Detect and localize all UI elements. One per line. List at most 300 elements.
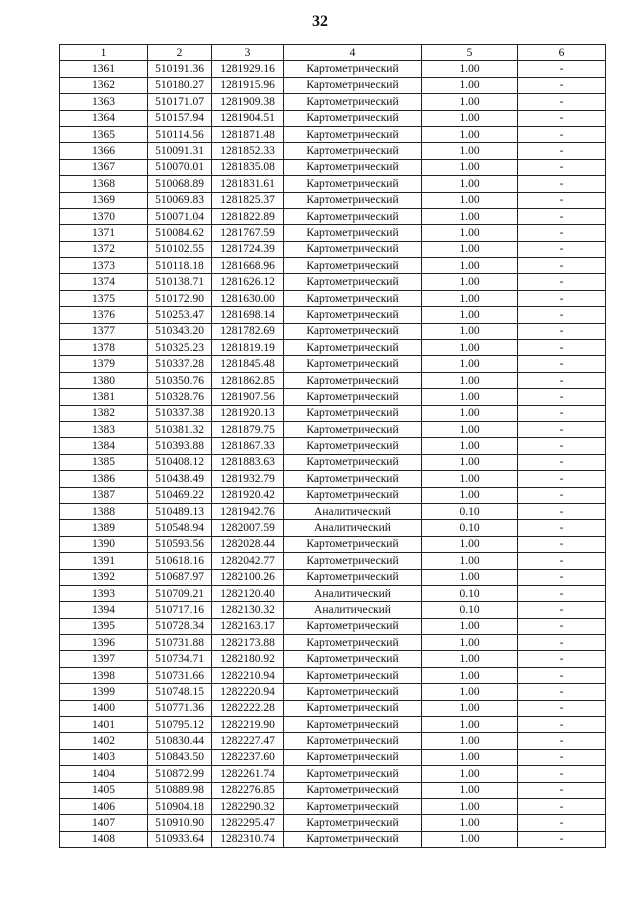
cell-x: 510728.34 bbox=[148, 618, 212, 634]
cell-point-number: 1361 bbox=[60, 61, 148, 77]
cell-description: - bbox=[518, 159, 606, 175]
cell-x: 510709.21 bbox=[148, 585, 212, 601]
cell-x: 510618.16 bbox=[148, 553, 212, 569]
cell-point-number: 1380 bbox=[60, 372, 148, 388]
table-row bbox=[60, 405, 606, 421]
cell-y: 1281698.14 bbox=[212, 307, 284, 323]
cell-accuracy: 1.00 bbox=[422, 667, 518, 683]
cell-point-number: 1381 bbox=[60, 389, 148, 405]
cell-description: - bbox=[518, 225, 606, 241]
cell-x: 510070.01 bbox=[148, 159, 212, 175]
cell-method: Картометрический bbox=[284, 831, 422, 847]
cell-method: Картометрический bbox=[284, 290, 422, 306]
cell-y: 1281852.33 bbox=[212, 143, 284, 159]
cell-point-number: 1401 bbox=[60, 717, 148, 733]
table-row bbox=[60, 61, 606, 77]
cell-x: 510118.18 bbox=[148, 258, 212, 274]
cell-y: 1281782.69 bbox=[212, 323, 284, 339]
cell-method: Картометрический bbox=[284, 454, 422, 470]
cell-description: - bbox=[518, 766, 606, 782]
cell-description: - bbox=[518, 94, 606, 110]
cell-point-number: 1388 bbox=[60, 503, 148, 519]
cell-point-number: 1378 bbox=[60, 340, 148, 356]
cell-method: Картометрический bbox=[284, 766, 422, 782]
table-row bbox=[60, 700, 606, 716]
cell-accuracy: 1.00 bbox=[422, 192, 518, 208]
cell-description: - bbox=[518, 389, 606, 405]
cell-point-number: 1390 bbox=[60, 536, 148, 552]
table-row bbox=[60, 258, 606, 274]
cell-method: Картометрический bbox=[284, 782, 422, 798]
cell-y: 1282130.32 bbox=[212, 602, 284, 618]
cell-description: - bbox=[518, 421, 606, 437]
cell-point-number: 1407 bbox=[60, 815, 148, 831]
table-row bbox=[60, 553, 606, 569]
table-row bbox=[60, 225, 606, 241]
cell-point-number: 1396 bbox=[60, 635, 148, 651]
cell-point-number: 1370 bbox=[60, 208, 148, 224]
cell-method: Картометрический bbox=[284, 700, 422, 716]
table-row bbox=[60, 503, 606, 519]
cell-x: 510091.31 bbox=[148, 143, 212, 159]
cell-description: - bbox=[518, 536, 606, 552]
cell-accuracy: 1.00 bbox=[422, 438, 518, 454]
cell-point-number: 1397 bbox=[60, 651, 148, 667]
cell-y: 1281668.96 bbox=[212, 258, 284, 274]
cell-description: - bbox=[518, 323, 606, 339]
cell-description: - bbox=[518, 651, 606, 667]
cell-y: 1281724.39 bbox=[212, 241, 284, 257]
cell-method: Картометрический bbox=[284, 340, 422, 356]
cell-point-number: 1377 bbox=[60, 323, 148, 339]
cell-x: 510872.99 bbox=[148, 766, 212, 782]
cell-description: - bbox=[518, 749, 606, 765]
cell-method: Картометрический bbox=[284, 143, 422, 159]
table-row bbox=[60, 749, 606, 765]
cell-description: - bbox=[518, 635, 606, 651]
table-row bbox=[60, 766, 606, 782]
cell-description: - bbox=[518, 340, 606, 356]
cell-point-number: 1371 bbox=[60, 225, 148, 241]
cell-y: 1281907.56 bbox=[212, 389, 284, 405]
table-row bbox=[60, 372, 606, 388]
cell-point-number: 1391 bbox=[60, 553, 148, 569]
cell-description: - bbox=[518, 553, 606, 569]
cell-description: - bbox=[518, 77, 606, 93]
cell-method: Картометрический bbox=[284, 405, 422, 421]
table-row bbox=[60, 323, 606, 339]
cell-method: Картометрический bbox=[284, 733, 422, 749]
column-header-x: 2 bbox=[148, 45, 212, 61]
table-row bbox=[60, 635, 606, 651]
cell-point-number: 1387 bbox=[60, 487, 148, 503]
cell-y: 1281942.76 bbox=[212, 503, 284, 519]
cell-point-number: 1393 bbox=[60, 585, 148, 601]
cell-y: 1281626.12 bbox=[212, 274, 284, 290]
cell-x: 510889.98 bbox=[148, 782, 212, 798]
cell-x: 510180.27 bbox=[148, 77, 212, 93]
cell-method: Картометрический bbox=[284, 536, 422, 552]
cell-x: 510337.38 bbox=[148, 405, 212, 421]
cell-accuracy: 1.00 bbox=[422, 110, 518, 126]
cell-x: 510157.94 bbox=[148, 110, 212, 126]
cell-y: 1282100.26 bbox=[212, 569, 284, 585]
cell-accuracy: 1.00 bbox=[422, 421, 518, 437]
cell-y: 1281825.37 bbox=[212, 192, 284, 208]
cell-y: 1281819.19 bbox=[212, 340, 284, 356]
table-row bbox=[60, 94, 606, 110]
cell-description: - bbox=[518, 471, 606, 487]
cell-y: 1281871.48 bbox=[212, 126, 284, 142]
cell-y: 1281879.75 bbox=[212, 421, 284, 437]
table-row bbox=[60, 487, 606, 503]
cell-x: 510191.36 bbox=[148, 61, 212, 77]
cell-point-number: 1400 bbox=[60, 700, 148, 716]
cell-method: Аналитический bbox=[284, 585, 422, 601]
cell-y: 1282261.74 bbox=[212, 766, 284, 782]
column-header-point-number: 1 bbox=[60, 45, 148, 61]
cell-y: 1282237.60 bbox=[212, 749, 284, 765]
cell-accuracy: 1.00 bbox=[422, 487, 518, 503]
cell-method: Картометрический bbox=[284, 94, 422, 110]
cell-point-number: 1395 bbox=[60, 618, 148, 634]
table-row bbox=[60, 717, 606, 733]
cell-y: 1282007.59 bbox=[212, 520, 284, 536]
cell-method: Картометрический bbox=[284, 651, 422, 667]
cell-x: 510069.83 bbox=[148, 192, 212, 208]
cell-accuracy: 1.00 bbox=[422, 372, 518, 388]
cell-method: Картометрический bbox=[284, 61, 422, 77]
cell-point-number: 1379 bbox=[60, 356, 148, 372]
cell-accuracy: 1.00 bbox=[422, 61, 518, 77]
cell-method: Картометрический bbox=[284, 717, 422, 733]
cell-x: 510731.88 bbox=[148, 635, 212, 651]
table-row bbox=[60, 77, 606, 93]
cell-x: 510469.22 bbox=[148, 487, 212, 503]
cell-description: - bbox=[518, 258, 606, 274]
cell-y: 1282222.28 bbox=[212, 700, 284, 716]
table-row bbox=[60, 307, 606, 323]
cell-method: Картометрический bbox=[284, 176, 422, 192]
cell-description: - bbox=[518, 585, 606, 601]
cell-y: 1281835.08 bbox=[212, 159, 284, 175]
cell-x: 510717.16 bbox=[148, 602, 212, 618]
cell-description: - bbox=[518, 176, 606, 192]
table-row bbox=[60, 684, 606, 700]
table-row bbox=[60, 798, 606, 814]
cell-point-number: 1403 bbox=[60, 749, 148, 765]
cell-point-number: 1406 bbox=[60, 798, 148, 814]
table-row bbox=[60, 143, 606, 159]
cell-y: 1282180.92 bbox=[212, 651, 284, 667]
cell-description: - bbox=[518, 290, 606, 306]
cell-point-number: 1386 bbox=[60, 471, 148, 487]
cell-accuracy: 1.00 bbox=[422, 389, 518, 405]
cell-accuracy: 1.00 bbox=[422, 307, 518, 323]
cell-point-number: 1375 bbox=[60, 290, 148, 306]
cell-point-number: 1398 bbox=[60, 667, 148, 683]
cell-y: 1281920.42 bbox=[212, 487, 284, 503]
cell-description: - bbox=[518, 405, 606, 421]
cell-description: - bbox=[518, 831, 606, 847]
cell-accuracy: 0.10 bbox=[422, 585, 518, 601]
cell-x: 510687.97 bbox=[148, 569, 212, 585]
table-row bbox=[60, 651, 606, 667]
table-row bbox=[60, 356, 606, 372]
cell-y: 1282220.94 bbox=[212, 684, 284, 700]
cell-description: - bbox=[518, 667, 606, 683]
cell-x: 510171.07 bbox=[148, 94, 212, 110]
cell-x: 510328.76 bbox=[148, 389, 212, 405]
cell-method: Картометрический bbox=[284, 798, 422, 814]
cell-method: Аналитический bbox=[284, 503, 422, 519]
cell-description: - bbox=[518, 454, 606, 470]
cell-method: Картометрический bbox=[284, 258, 422, 274]
cell-point-number: 1362 bbox=[60, 77, 148, 93]
cell-x: 510904.18 bbox=[148, 798, 212, 814]
table-row bbox=[60, 667, 606, 683]
cell-x: 510731.66 bbox=[148, 667, 212, 683]
coordinates-table bbox=[59, 44, 606, 848]
cell-description: - bbox=[518, 126, 606, 142]
cell-accuracy: 1.00 bbox=[422, 225, 518, 241]
cell-y: 1281630.00 bbox=[212, 290, 284, 306]
cell-y: 1281845.48 bbox=[212, 356, 284, 372]
cell-accuracy: 1.00 bbox=[422, 208, 518, 224]
cell-accuracy: 1.00 bbox=[422, 815, 518, 831]
table-row bbox=[60, 536, 606, 552]
cell-y: 1281831.61 bbox=[212, 176, 284, 192]
cell-method: Картометрический bbox=[284, 225, 422, 241]
table-row bbox=[60, 831, 606, 847]
table-row bbox=[60, 110, 606, 126]
cell-x: 510068.89 bbox=[148, 176, 212, 192]
table-row bbox=[60, 421, 606, 437]
table-row bbox=[60, 159, 606, 175]
cell-method: Картометрический bbox=[284, 749, 422, 765]
cell-method: Картометрический bbox=[284, 77, 422, 93]
cell-accuracy: 1.00 bbox=[422, 766, 518, 782]
cell-point-number: 1382 bbox=[60, 405, 148, 421]
table-body bbox=[60, 61, 606, 848]
cell-x: 510830.44 bbox=[148, 733, 212, 749]
cell-y: 1282219.90 bbox=[212, 717, 284, 733]
cell-point-number: 1394 bbox=[60, 602, 148, 618]
cell-accuracy: 1.00 bbox=[422, 798, 518, 814]
cell-accuracy: 1.00 bbox=[422, 258, 518, 274]
cell-accuracy: 1.00 bbox=[422, 454, 518, 470]
cell-y: 1282310.74 bbox=[212, 831, 284, 847]
cell-y: 1282120.40 bbox=[212, 585, 284, 601]
cell-y: 1281904.51 bbox=[212, 110, 284, 126]
cell-method: Картометрический bbox=[284, 110, 422, 126]
cell-method: Картометрический bbox=[284, 635, 422, 651]
cell-accuracy: 1.00 bbox=[422, 176, 518, 192]
cell-description: - bbox=[518, 520, 606, 536]
cell-description: - bbox=[518, 192, 606, 208]
cell-y: 1281867.33 bbox=[212, 438, 284, 454]
table-row bbox=[60, 241, 606, 257]
cell-description: - bbox=[518, 143, 606, 159]
cell-point-number: 1374 bbox=[60, 274, 148, 290]
cell-accuracy: 1.00 bbox=[422, 749, 518, 765]
cell-description: - bbox=[518, 110, 606, 126]
cell-x: 510593.56 bbox=[148, 536, 212, 552]
table-row bbox=[60, 602, 606, 618]
cell-x: 510734.71 bbox=[148, 651, 212, 667]
cell-description: - bbox=[518, 602, 606, 618]
cell-x: 510393.88 bbox=[148, 438, 212, 454]
cell-accuracy: 1.00 bbox=[422, 356, 518, 372]
cell-method: Картометрический bbox=[284, 241, 422, 257]
cell-description: - bbox=[518, 372, 606, 388]
cell-description: - bbox=[518, 487, 606, 503]
cell-accuracy: 1.00 bbox=[422, 323, 518, 339]
table-row bbox=[60, 815, 606, 831]
cell-accuracy: 1.00 bbox=[422, 717, 518, 733]
cell-accuracy: 1.00 bbox=[422, 700, 518, 716]
cell-description: - bbox=[518, 782, 606, 798]
cell-x: 510408.12 bbox=[148, 454, 212, 470]
table-row bbox=[60, 782, 606, 798]
table-row bbox=[60, 438, 606, 454]
cell-accuracy: 1.00 bbox=[422, 143, 518, 159]
cell-method: Картометрический bbox=[284, 192, 422, 208]
cell-accuracy: 1.00 bbox=[422, 831, 518, 847]
cell-accuracy: 1.00 bbox=[422, 635, 518, 651]
column-header-y: 3 bbox=[212, 45, 284, 61]
cell-method: Картометрический bbox=[284, 307, 422, 323]
cell-accuracy: 1.00 bbox=[422, 536, 518, 552]
cell-y: 1282276.85 bbox=[212, 782, 284, 798]
cell-y: 1281822.89 bbox=[212, 208, 284, 224]
cell-point-number: 1402 bbox=[60, 733, 148, 749]
cell-x: 510114.56 bbox=[148, 126, 212, 142]
cell-y: 1281767.59 bbox=[212, 225, 284, 241]
cell-description: - bbox=[518, 241, 606, 257]
cell-y: 1281915.96 bbox=[212, 77, 284, 93]
cell-x: 510381.32 bbox=[148, 421, 212, 437]
cell-accuracy: 1.00 bbox=[422, 553, 518, 569]
cell-method: Картометрический bbox=[284, 421, 422, 437]
cell-point-number: 1364 bbox=[60, 110, 148, 126]
cell-x: 510548.94 bbox=[148, 520, 212, 536]
cell-point-number: 1376 bbox=[60, 307, 148, 323]
cell-method: Картометрический bbox=[284, 208, 422, 224]
cell-x: 510138.71 bbox=[148, 274, 212, 290]
cell-x: 510438.49 bbox=[148, 471, 212, 487]
cell-description: - bbox=[518, 798, 606, 814]
cell-description: - bbox=[518, 569, 606, 585]
cell-y: 1281883.63 bbox=[212, 454, 284, 470]
cell-description: - bbox=[518, 733, 606, 749]
table-row bbox=[60, 618, 606, 634]
cell-x: 510337.28 bbox=[148, 356, 212, 372]
cell-y: 1282028.44 bbox=[212, 536, 284, 552]
cell-x: 510102.55 bbox=[148, 241, 212, 257]
cell-x: 510795.12 bbox=[148, 717, 212, 733]
cell-y: 1282290.32 bbox=[212, 798, 284, 814]
cell-method: Картометрический bbox=[284, 569, 422, 585]
cell-y: 1281920.13 bbox=[212, 405, 284, 421]
table-row bbox=[60, 290, 606, 306]
table-row bbox=[60, 176, 606, 192]
cell-description: - bbox=[518, 700, 606, 716]
cell-x: 510325.23 bbox=[148, 340, 212, 356]
cell-accuracy: 1.00 bbox=[422, 126, 518, 142]
table-row bbox=[60, 520, 606, 536]
cell-y: 1282227.47 bbox=[212, 733, 284, 749]
cell-y: 1281909.38 bbox=[212, 94, 284, 110]
table-row bbox=[60, 126, 606, 142]
cell-point-number: 1368 bbox=[60, 176, 148, 192]
table-row bbox=[60, 274, 606, 290]
table-row bbox=[60, 340, 606, 356]
cell-description: - bbox=[518, 356, 606, 372]
cell-accuracy: 1.00 bbox=[422, 340, 518, 356]
cell-description: - bbox=[518, 684, 606, 700]
cell-x: 510350.76 bbox=[148, 372, 212, 388]
cell-accuracy: 1.00 bbox=[422, 684, 518, 700]
table-row bbox=[60, 733, 606, 749]
cell-accuracy: 1.00 bbox=[422, 471, 518, 487]
cell-description: - bbox=[518, 815, 606, 831]
cell-method: Аналитический bbox=[284, 520, 422, 536]
cell-y: 1281862.85 bbox=[212, 372, 284, 388]
table-row bbox=[60, 192, 606, 208]
cell-description: - bbox=[518, 438, 606, 454]
cell-point-number: 1399 bbox=[60, 684, 148, 700]
table-row bbox=[60, 471, 606, 487]
table-row bbox=[60, 454, 606, 470]
cell-x: 510084.62 bbox=[148, 225, 212, 241]
cell-method: Картометрический bbox=[284, 684, 422, 700]
cell-accuracy: 0.10 bbox=[422, 602, 518, 618]
cell-x: 510910.90 bbox=[148, 815, 212, 831]
cell-description: - bbox=[518, 274, 606, 290]
cell-point-number: 1369 bbox=[60, 192, 148, 208]
cell-accuracy: 1.00 bbox=[422, 782, 518, 798]
cell-method: Картометрический bbox=[284, 667, 422, 683]
cell-point-number: 1408 bbox=[60, 831, 148, 847]
cell-description: - bbox=[518, 618, 606, 634]
page-number: 32 bbox=[312, 13, 328, 30]
table-row bbox=[60, 208, 606, 224]
cell-method: Картометрический bbox=[284, 126, 422, 142]
cell-accuracy: 1.00 bbox=[422, 733, 518, 749]
table-row bbox=[60, 389, 606, 405]
cell-description: - bbox=[518, 717, 606, 733]
cell-description: - bbox=[518, 61, 606, 77]
cell-point-number: 1365 bbox=[60, 126, 148, 142]
cell-y: 1282210.94 bbox=[212, 667, 284, 683]
cell-y: 1281929.16 bbox=[212, 61, 284, 77]
cell-accuracy: 1.00 bbox=[422, 405, 518, 421]
cell-point-number: 1405 bbox=[60, 782, 148, 798]
cell-point-number: 1373 bbox=[60, 258, 148, 274]
cell-method: Картометрический bbox=[284, 274, 422, 290]
cell-x: 510771.36 bbox=[148, 700, 212, 716]
cell-method: Картометрический bbox=[284, 389, 422, 405]
cell-x: 510071.04 bbox=[148, 208, 212, 224]
cell-y: 1282173.88 bbox=[212, 635, 284, 651]
cell-method: Картометрический bbox=[284, 323, 422, 339]
cell-method: Картометрический bbox=[284, 372, 422, 388]
cell-x: 510933.64 bbox=[148, 831, 212, 847]
cell-point-number: 1383 bbox=[60, 421, 148, 437]
cell-accuracy: 1.00 bbox=[422, 274, 518, 290]
cell-accuracy: 1.00 bbox=[422, 290, 518, 306]
